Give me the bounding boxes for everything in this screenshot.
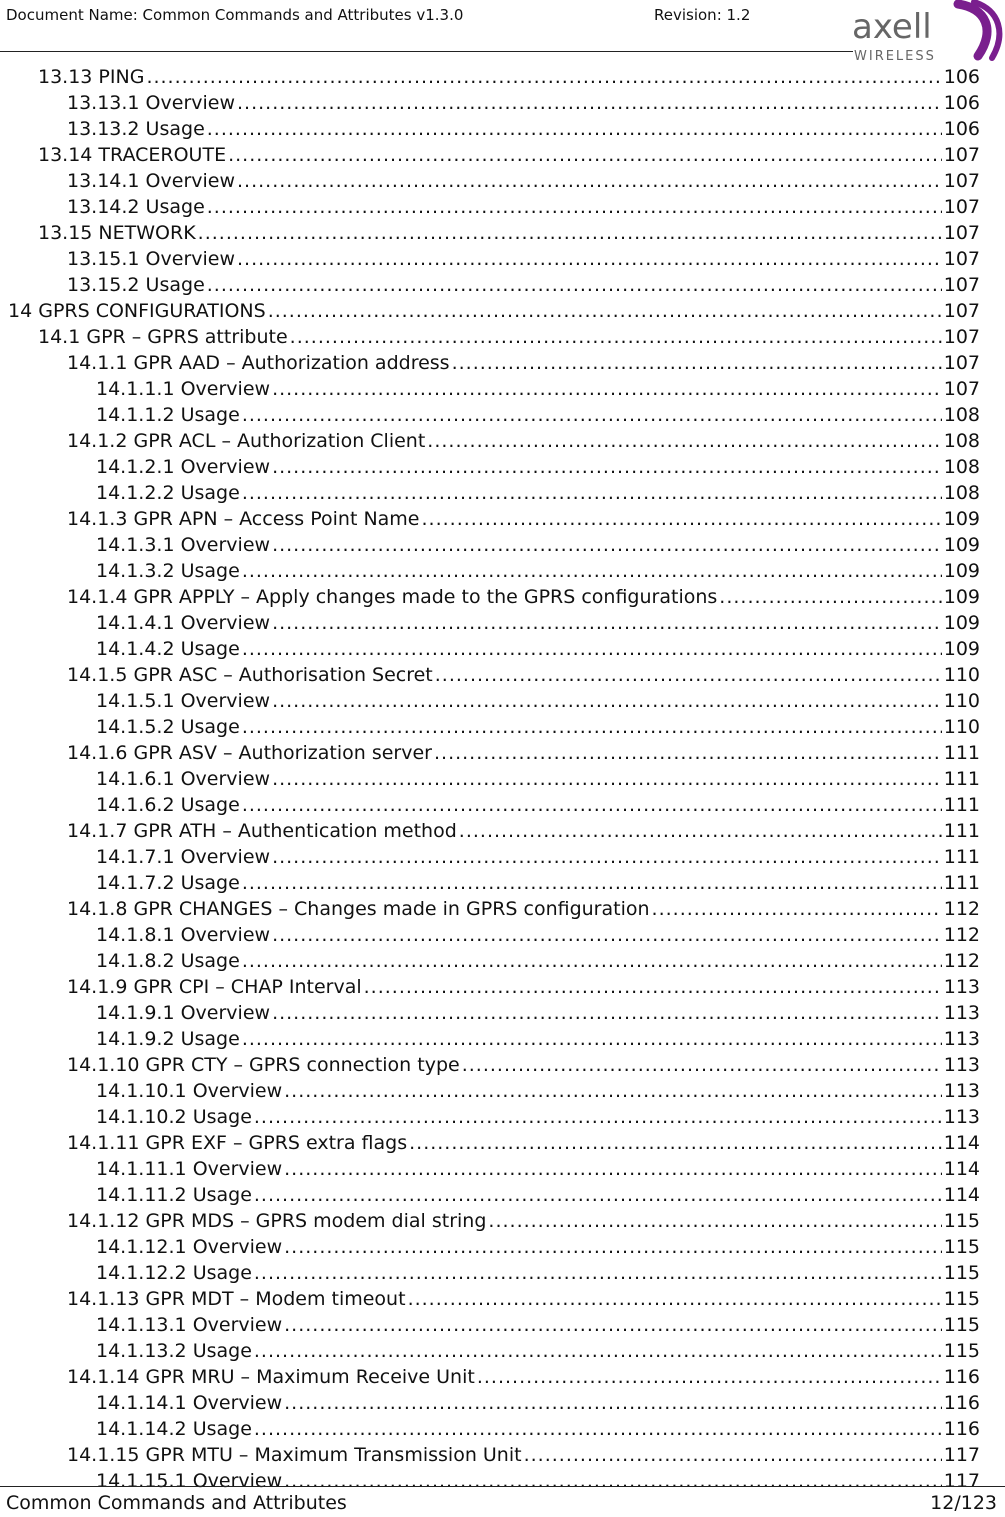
dot-leader bbox=[284, 1156, 942, 1182]
toc-entry-page: 113 bbox=[943, 1028, 980, 1050]
toc-entry[interactable] bbox=[0, 506, 980, 532]
toc-entry[interactable] bbox=[0, 90, 980, 116]
toc-entry-page: 116 bbox=[943, 1392, 980, 1414]
dot-leader bbox=[459, 818, 942, 844]
toc-entry-page: 111 bbox=[943, 768, 980, 790]
toc-entry-page: 115 bbox=[943, 1210, 980, 1232]
dot-leader bbox=[268, 298, 942, 324]
toc-entry-title: 14.1.15.1 Overview bbox=[96, 1470, 283, 1492]
toc-entry[interactable] bbox=[0, 1182, 980, 1208]
toc-entry-page: 114 bbox=[943, 1132, 980, 1154]
toc-entry-page: 111 bbox=[943, 846, 980, 868]
dot-leader bbox=[434, 740, 942, 766]
toc-entry-page: 115 bbox=[943, 1236, 980, 1258]
dot-leader bbox=[422, 506, 942, 532]
toc-entry[interactable] bbox=[0, 246, 980, 272]
toc-entry-title: 13.14.2 Usage bbox=[67, 196, 205, 218]
toc-entry-title: 13.15 NETWORK bbox=[38, 222, 196, 244]
toc-entry[interactable] bbox=[0, 584, 980, 610]
toc-entry-title: 14.1.12 GPR MDS – GPRS modem dial string bbox=[67, 1210, 487, 1232]
toc-entry-title: 14.1.6.1 Overview bbox=[96, 768, 271, 790]
page-number: 12/123 bbox=[930, 1492, 997, 1514]
toc-entry[interactable] bbox=[0, 1052, 980, 1078]
toc-entry[interactable] bbox=[0, 298, 980, 324]
dot-leader bbox=[237, 168, 942, 194]
footer-title: Common Commands and Attributes bbox=[6, 1492, 347, 1514]
toc-entry[interactable] bbox=[0, 1416, 980, 1442]
toc-entry-title: 14.1.3.1 Overview bbox=[96, 534, 271, 556]
dot-leader bbox=[488, 1208, 941, 1234]
dot-leader bbox=[242, 870, 942, 896]
toc-entry-title: 14 GPRS CONFIGURATIONS bbox=[8, 300, 266, 322]
toc-entry-page: 113 bbox=[943, 1106, 980, 1128]
dot-leader bbox=[408, 1286, 942, 1312]
toc-entry[interactable] bbox=[0, 1000, 980, 1026]
toc-entry-page: 109 bbox=[943, 534, 980, 556]
toc-entry-title: 14.1.5 GPR ASC – Authorisation Secret bbox=[67, 664, 433, 686]
toc-entry-page: 109 bbox=[943, 508, 980, 530]
toc-entry[interactable] bbox=[0, 610, 980, 636]
dot-leader bbox=[242, 558, 942, 584]
toc-entry-page: 111 bbox=[943, 794, 980, 816]
toc-entry-page: 107 bbox=[943, 274, 980, 296]
dot-leader bbox=[364, 974, 942, 1000]
toc-entry-page: 108 bbox=[943, 456, 980, 478]
toc-entry[interactable] bbox=[0, 740, 980, 766]
toc-entry[interactable] bbox=[0, 402, 980, 428]
dot-leader bbox=[435, 662, 942, 688]
toc-entry-page: 113 bbox=[943, 1054, 980, 1076]
dot-leader bbox=[462, 1052, 942, 1078]
toc-entry-title: 14.1.9.1 Overview bbox=[96, 1002, 271, 1024]
toc-entry[interactable] bbox=[0, 844, 980, 870]
toc-entry[interactable] bbox=[0, 688, 980, 714]
dot-leader bbox=[409, 1130, 942, 1156]
svg-text:WIRELESS: WIRELESS bbox=[854, 49, 936, 64]
dot-leader bbox=[272, 922, 942, 948]
toc-entry[interactable] bbox=[0, 1078, 980, 1104]
dot-leader bbox=[272, 610, 942, 636]
toc-entry-title: 13.13.1 Overview bbox=[67, 92, 236, 114]
toc-entry-page: 109 bbox=[943, 560, 980, 582]
toc-entry[interactable] bbox=[0, 116, 980, 142]
footer-divider bbox=[0, 1486, 1005, 1487]
toc-entry-title: 14.1.9 GPR CPI – CHAP Interval bbox=[67, 976, 362, 998]
toc-entry-title: 14.1.10.1 Overview bbox=[96, 1080, 283, 1102]
toc-entry-title: 14.1.14.2 Usage bbox=[96, 1418, 252, 1440]
dot-leader bbox=[284, 1078, 942, 1104]
dot-leader bbox=[272, 532, 942, 558]
toc-entry-title: 14.1.13.2 Usage bbox=[96, 1340, 252, 1362]
toc-entry-title: 14.1.4.1 Overview bbox=[96, 612, 271, 634]
dot-leader bbox=[207, 272, 942, 298]
toc-entry[interactable] bbox=[0, 376, 980, 402]
dot-leader bbox=[254, 1260, 942, 1286]
document-name: Document Name: Common Commands and Attributes v1.3.0 bbox=[6, 6, 464, 24]
toc-entry-page: 106 bbox=[943, 66, 980, 88]
toc-entry-title: 13.15.2 Usage bbox=[67, 274, 205, 296]
toc-entry-page: 107 bbox=[943, 222, 980, 244]
toc-entry-page: 113 bbox=[943, 976, 980, 998]
toc-entry[interactable] bbox=[0, 662, 980, 688]
toc-entry-title: 14.1.10 GPR CTY – GPRS connection type bbox=[67, 1054, 460, 1076]
toc-entry-title: 14.1.14 GPR MRU – Maximum Receive Unit bbox=[67, 1366, 475, 1388]
toc-entry-page: 117 bbox=[943, 1444, 980, 1466]
toc-entry-page: 110 bbox=[943, 664, 980, 686]
toc-entry-title: 14.1.8.2 Usage bbox=[96, 950, 240, 972]
toc-entry-title: 14.1.8 GPR CHANGES – Changes made in GPRS configuration bbox=[67, 898, 650, 920]
dot-leader bbox=[242, 792, 942, 818]
toc-entry-title: 14.1.4 GPR APPLY – Apply changes made to the GPRS configurations bbox=[67, 586, 718, 608]
dot-leader bbox=[242, 1026, 942, 1052]
toc-entry-page: 110 bbox=[943, 716, 980, 738]
toc-entry[interactable] bbox=[0, 142, 980, 168]
toc-entry[interactable] bbox=[0, 428, 980, 454]
dot-leader bbox=[242, 480, 942, 506]
toc-entry-page: 107 bbox=[943, 248, 980, 270]
dot-leader bbox=[198, 220, 942, 246]
toc-entry-title: 14.1.6 GPR ASV – Authorization server bbox=[67, 742, 432, 764]
toc-entry-title: 14.1.11 GPR EXF – GPRS extra flags bbox=[67, 1132, 408, 1154]
toc-entry[interactable] bbox=[0, 1286, 980, 1312]
toc-entry-title: 14.1.13.1 Overview bbox=[96, 1314, 283, 1336]
toc-entry[interactable] bbox=[0, 636, 980, 662]
toc-entry-page: 109 bbox=[943, 638, 980, 660]
toc-entry-page: 115 bbox=[943, 1288, 980, 1310]
toc-entry-title: 14.1.13 GPR MDT – Modem timeout bbox=[67, 1288, 406, 1310]
toc-entry[interactable] bbox=[0, 1104, 980, 1130]
toc-entry-title: 14.1.11.1 Overview bbox=[96, 1158, 283, 1180]
toc-entry-page: 113 bbox=[943, 1080, 980, 1102]
toc-entry-title: 14.1.5.1 Overview bbox=[96, 690, 271, 712]
dot-leader bbox=[254, 1182, 942, 1208]
dot-leader bbox=[524, 1442, 942, 1468]
dot-leader bbox=[719, 584, 941, 610]
toc-entry-page: 116 bbox=[943, 1366, 980, 1388]
toc-entry-page: 106 bbox=[943, 92, 980, 114]
toc-entry-title: 13.14.1 Overview bbox=[67, 170, 236, 192]
toc-entry[interactable] bbox=[0, 1234, 980, 1260]
dot-leader bbox=[272, 688, 942, 714]
dot-leader bbox=[452, 350, 942, 376]
dot-leader bbox=[254, 1338, 942, 1364]
toc-entry[interactable] bbox=[0, 220, 980, 246]
toc-entry-title: 14.1.14.1 Overview bbox=[96, 1392, 283, 1414]
toc-entry[interactable] bbox=[0, 896, 980, 922]
toc-entry[interactable] bbox=[0, 870, 980, 896]
toc-entry-title: 14.1.1.2 Usage bbox=[96, 404, 240, 426]
toc-entry-page: 113 bbox=[943, 1002, 980, 1024]
toc-entry-title: 14.1.2 GPR ACL – Authorization Client bbox=[67, 430, 426, 452]
toc-entry[interactable] bbox=[0, 64, 980, 90]
toc-entry-title: 14.1.5.2 Usage bbox=[96, 716, 240, 738]
toc-entry[interactable] bbox=[0, 1156, 980, 1182]
toc-entry-page: 117 bbox=[943, 1470, 980, 1492]
dot-leader bbox=[237, 246, 942, 272]
toc-entry[interactable] bbox=[0, 1130, 980, 1156]
toc-entry-title: 14.1.4.2 Usage bbox=[96, 638, 240, 660]
toc-entry-page: 112 bbox=[943, 950, 980, 972]
toc-entry-page: 107 bbox=[943, 326, 980, 348]
toc-entry[interactable] bbox=[0, 1390, 980, 1416]
toc-entry-page: 109 bbox=[943, 586, 980, 608]
toc-entry-title: 14.1.2.2 Usage bbox=[96, 482, 240, 504]
dot-leader bbox=[284, 1390, 942, 1416]
toc-entry-page: 116 bbox=[943, 1418, 980, 1440]
toc-entry[interactable] bbox=[0, 818, 980, 844]
toc-entry-page: 111 bbox=[943, 820, 980, 842]
toc-entry-page: 111 bbox=[943, 872, 980, 894]
toc-entry-page: 107 bbox=[943, 144, 980, 166]
toc-entry-page: 114 bbox=[943, 1158, 980, 1180]
toc-entry[interactable] bbox=[0, 350, 980, 376]
toc-entry-title: 14.1.7 GPR ATH – Authentication method bbox=[67, 820, 457, 842]
toc-entry-title: 13.14 TRACEROUTE bbox=[38, 144, 227, 166]
dot-leader bbox=[272, 844, 942, 870]
toc-entry[interactable] bbox=[0, 766, 980, 792]
toc-entry-title: 13.15.1 Overview bbox=[67, 248, 236, 270]
dot-leader bbox=[242, 714, 942, 740]
toc-entry-page: 111 bbox=[943, 742, 980, 764]
page-footer bbox=[0, 1486, 1005, 1517]
dot-leader bbox=[237, 90, 942, 116]
svg-text:axell: axell bbox=[852, 7, 932, 47]
toc-entry[interactable] bbox=[0, 324, 980, 350]
toc-entry-page: 107 bbox=[943, 352, 980, 374]
toc-entry[interactable] bbox=[0, 272, 980, 298]
dot-leader bbox=[284, 1234, 942, 1260]
dot-leader bbox=[652, 896, 942, 922]
toc-entry-page: 112 bbox=[943, 898, 980, 920]
toc-entry-title: 14.1.12.2 Usage bbox=[96, 1262, 252, 1284]
toc-entry-page: 109 bbox=[943, 612, 980, 634]
dot-leader bbox=[207, 194, 942, 220]
dot-leader bbox=[242, 402, 942, 428]
dot-leader bbox=[477, 1364, 942, 1390]
toc-entry[interactable] bbox=[0, 1208, 980, 1234]
toc-entry-page: 110 bbox=[943, 690, 980, 712]
toc-entry-title: 13.13.2 Usage bbox=[67, 118, 205, 140]
toc-entry[interactable] bbox=[0, 454, 980, 480]
toc-entry[interactable] bbox=[0, 532, 980, 558]
toc-entry[interactable] bbox=[0, 558, 980, 584]
toc-entry[interactable] bbox=[0, 1338, 980, 1364]
toc-entry-page: 107 bbox=[943, 170, 980, 192]
toc-entry-page: 107 bbox=[943, 378, 980, 400]
toc-entry-page: 107 bbox=[943, 196, 980, 218]
toc-entry[interactable] bbox=[0, 714, 980, 740]
header-divider bbox=[0, 51, 853, 52]
toc-entry-title: 14.1.1 GPR AAD – Authorization address bbox=[67, 352, 450, 374]
toc-entry[interactable] bbox=[0, 922, 980, 948]
toc-entry-title: 14.1.10.2 Usage bbox=[96, 1106, 252, 1128]
toc-entry-page: 108 bbox=[943, 482, 980, 504]
toc-entry[interactable] bbox=[0, 1364, 980, 1390]
toc-entry-title: 14.1.3 GPR APN – Access Point Name bbox=[67, 508, 420, 530]
page-header bbox=[0, 0, 1005, 64]
toc-entry-title: 14.1.1.1 Overview bbox=[96, 378, 271, 400]
toc-entry-page: 108 bbox=[943, 404, 980, 426]
toc-entry-title: 14.1.7.1 Overview bbox=[96, 846, 271, 868]
dot-leader bbox=[254, 1104, 942, 1130]
toc-entry-title: 14.1.11.2 Usage bbox=[96, 1184, 252, 1206]
dot-leader bbox=[427, 428, 941, 454]
toc-entry[interactable] bbox=[0, 1312, 980, 1338]
dot-leader bbox=[290, 324, 942, 350]
dot-leader bbox=[207, 116, 942, 142]
dot-leader bbox=[146, 64, 941, 90]
dot-leader bbox=[242, 948, 942, 974]
dot-leader bbox=[272, 766, 942, 792]
dot-leader bbox=[242, 636, 942, 662]
toc-entry[interactable] bbox=[0, 948, 980, 974]
toc-entry-title: 14.1.3.2 Usage bbox=[96, 560, 240, 582]
toc-entry-page: 115 bbox=[943, 1262, 980, 1284]
toc-entry-page: 106 bbox=[943, 118, 980, 140]
toc-entry-page: 107 bbox=[943, 300, 980, 322]
revision: Revision: 1.2 bbox=[654, 6, 751, 24]
axell-wireless-logo bbox=[846, 0, 1005, 66]
toc-entry[interactable] bbox=[0, 168, 980, 194]
toc-entry-title: 14.1.12.1 Overview bbox=[96, 1236, 283, 1258]
toc-entry-title: 14.1.2.1 Overview bbox=[96, 456, 271, 478]
toc-entry-page: 112 bbox=[943, 924, 980, 946]
toc-entry[interactable] bbox=[0, 480, 980, 506]
toc-entry-title: 14.1.6.2 Usage bbox=[96, 794, 240, 816]
toc-entry-title: 14.1.8.1 Overview bbox=[96, 924, 271, 946]
toc-entry-title: 14.1.7.2 Usage bbox=[96, 872, 240, 894]
dot-leader bbox=[272, 454, 942, 480]
toc-entry[interactable] bbox=[0, 1026, 980, 1052]
toc-entry[interactable] bbox=[0, 1260, 980, 1286]
toc-entry[interactable] bbox=[0, 974, 980, 1000]
toc-entry-page: 108 bbox=[943, 430, 980, 452]
dot-leader bbox=[228, 142, 942, 168]
dot-leader bbox=[254, 1416, 942, 1442]
toc-entry[interactable] bbox=[0, 194, 980, 220]
dot-leader bbox=[284, 1312, 942, 1338]
toc-entry[interactable] bbox=[0, 1442, 980, 1468]
dot-leader bbox=[272, 1000, 942, 1026]
toc-entry-page: 115 bbox=[943, 1340, 980, 1362]
toc-entry[interactable] bbox=[0, 792, 980, 818]
toc-entry-title: 14.1.15 GPR MTU – Maximum Transmission Unit bbox=[67, 1444, 522, 1466]
toc-entry-title: 14.1.9.2 Usage bbox=[96, 1028, 240, 1050]
toc-entry-page: 115 bbox=[943, 1314, 980, 1336]
toc-entry-title: 13.13 PING bbox=[38, 66, 145, 88]
table-of-contents bbox=[0, 64, 980, 1494]
toc-entry-title: 14.1 GPR – GPRS attribute bbox=[38, 326, 288, 348]
dot-leader bbox=[272, 376, 942, 402]
toc-entry-page: 114 bbox=[943, 1184, 980, 1206]
